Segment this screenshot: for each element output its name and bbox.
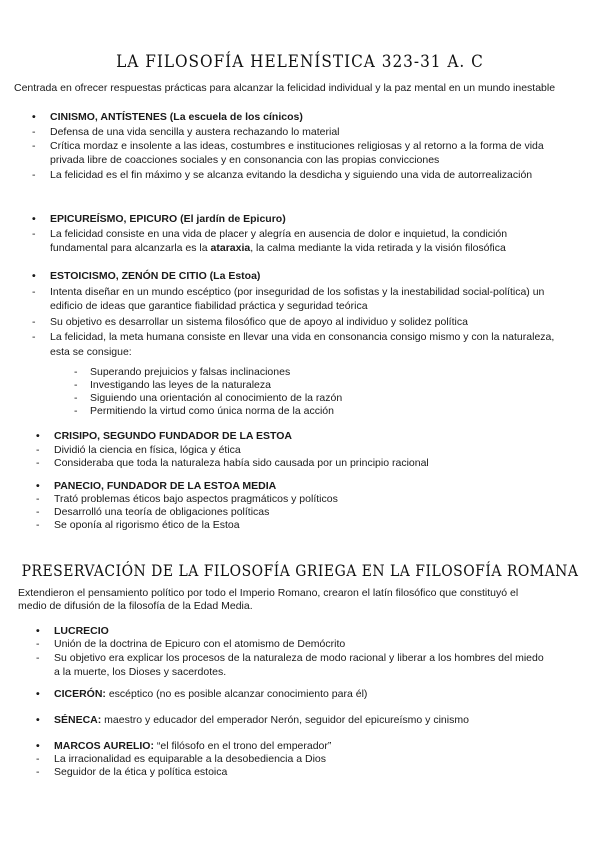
list-item: - La felicidad es el fin máximo y se alcanza evitando la desdicha y siguiendo una vida de autorrealización [50,169,532,182]
list-item-cont: edificio de ideas que garantice fiabilidad práctica y seguridad teórica [50,300,368,312]
section-title: PRESERVACIÓN DE LA FILOSOFÍA GRIEGA EN LA FILOSOFÍA ROMANA [21,562,579,580]
sub-item: - Superando prejuicios y falsas inclinaciones [90,366,290,379]
list-item: - La felicidad, la meta humana consiste en llevar una vida en consonancia consigo mismo y con la naturaleza, [50,331,554,344]
list-item: - Su objetivo era explicar los procesos de la naturaleza de modo racional y liberar a los hombres del miedo [54,652,544,665]
list-item-cont: fundamental para alcanzarla es la ataraxia, la calma mediante la vida retirada y la visión filosófica [50,242,506,254]
intro-text: medio de difusión de la filosofía de la Edad Media. [18,600,253,612]
ciceron-item: • CICERÓN: escéptico (no es posible alcanzar conocimiento para él) [54,688,367,701]
page-title: LA FILOSOFÍA HELENÍSTICA 323-31 A. C [116,52,484,72]
list-item: - Seguidor de la ética y política estoica [54,766,227,779]
cinismo-heading: • CINISMO, ANTÍSTENES (La escuela de los cínicos) [50,111,303,123]
list-item: - Crítica mordaz e insolente a las ideas, costumbres e instituciones religiosas y al retorno a la forma de vida [50,140,544,153]
list-item-cont: a la muerte, los Dioses y sacerdotes. [54,666,227,678]
list-item: - Su objetivo es desarrollar un sistema filosófico que de apoyo al individuo y solidez política [50,316,468,329]
list-item-cont: esta se consigue: [50,346,132,358]
list-item: - La felicidad consiste en una vida de placer y alegría en ausencia de dolor e inquietud, la condición [50,228,507,241]
crisipo-heading: • CRISIPO, SEGUNDO FUNDADOR DE LA ESTOA [54,430,292,442]
list-item: - Consideraba que toda la naturaleza había sido causada por un principio racional [54,457,429,470]
sub-item: - Siguiendo una orientación al conocimiento de la razón [90,392,342,405]
lucrecio-heading: • LUCRECIO [54,625,109,637]
intro-text: Centrada en ofrecer respuestas prácticas para alcanzar la felicidad individual y la paz mental en un mundo inestable [14,82,556,94]
sub-item: - Investigando las leyes de la naturaleza [90,379,271,392]
list-item: - Trató problemas éticos bajo aspectos pragmáticos y políticos [54,493,338,506]
list-item: - La irracionalidad es equiparable a la desobediencia a Dios [54,753,326,766]
estoicismo-heading: • ESTOICISMO, ZENÓN DE CITIO (La Estoa) [50,270,260,282]
list-item-cont: privada libre de coacciones sociales y en consonancia con las propias convicciones [50,154,440,166]
list-item: - Defensa de una vida sencilla y austera rechazando lo material [50,126,340,139]
list-item: - Desarrolló una teoría de obligaciones políticas [54,506,269,519]
epicureismo-heading: • EPICUREÍSMO, EPICURO (El jardín de Epicuro) [50,213,286,225]
list-item: - Dividió la ciencia en física, lógica y ética [54,444,241,457]
panecio-heading: • PANECIO, FUNDADOR DE LA ESTOA MEDIA [54,480,276,492]
seneca-item: • SÉNECA: maestro y educador del emperador Nerón, seguidor del epicureísmo y cinismo [54,714,469,727]
marco-aurelio-item: • MARCOS AURELIO: “el filósofo en el trono del emperador” [54,740,331,753]
list-item: - Unión de la doctrina de Epicuro con el atomismo de Demócrito [54,638,345,651]
list-item: - Intenta diseñar en un mundo escéptico (por inseguridad de los sofistas y la inestabilidad social-política) un [50,286,544,299]
sub-item: - Permitiendo la virtud como única norma de la acción [90,405,334,418]
list-item: - Se oponía al rigorismo ético de la Estoa [54,519,240,532]
intro-text: Extendieron el pensamiento político por todo el Imperio Romano, crearon el latín filosófico que constituyó el [18,587,519,599]
